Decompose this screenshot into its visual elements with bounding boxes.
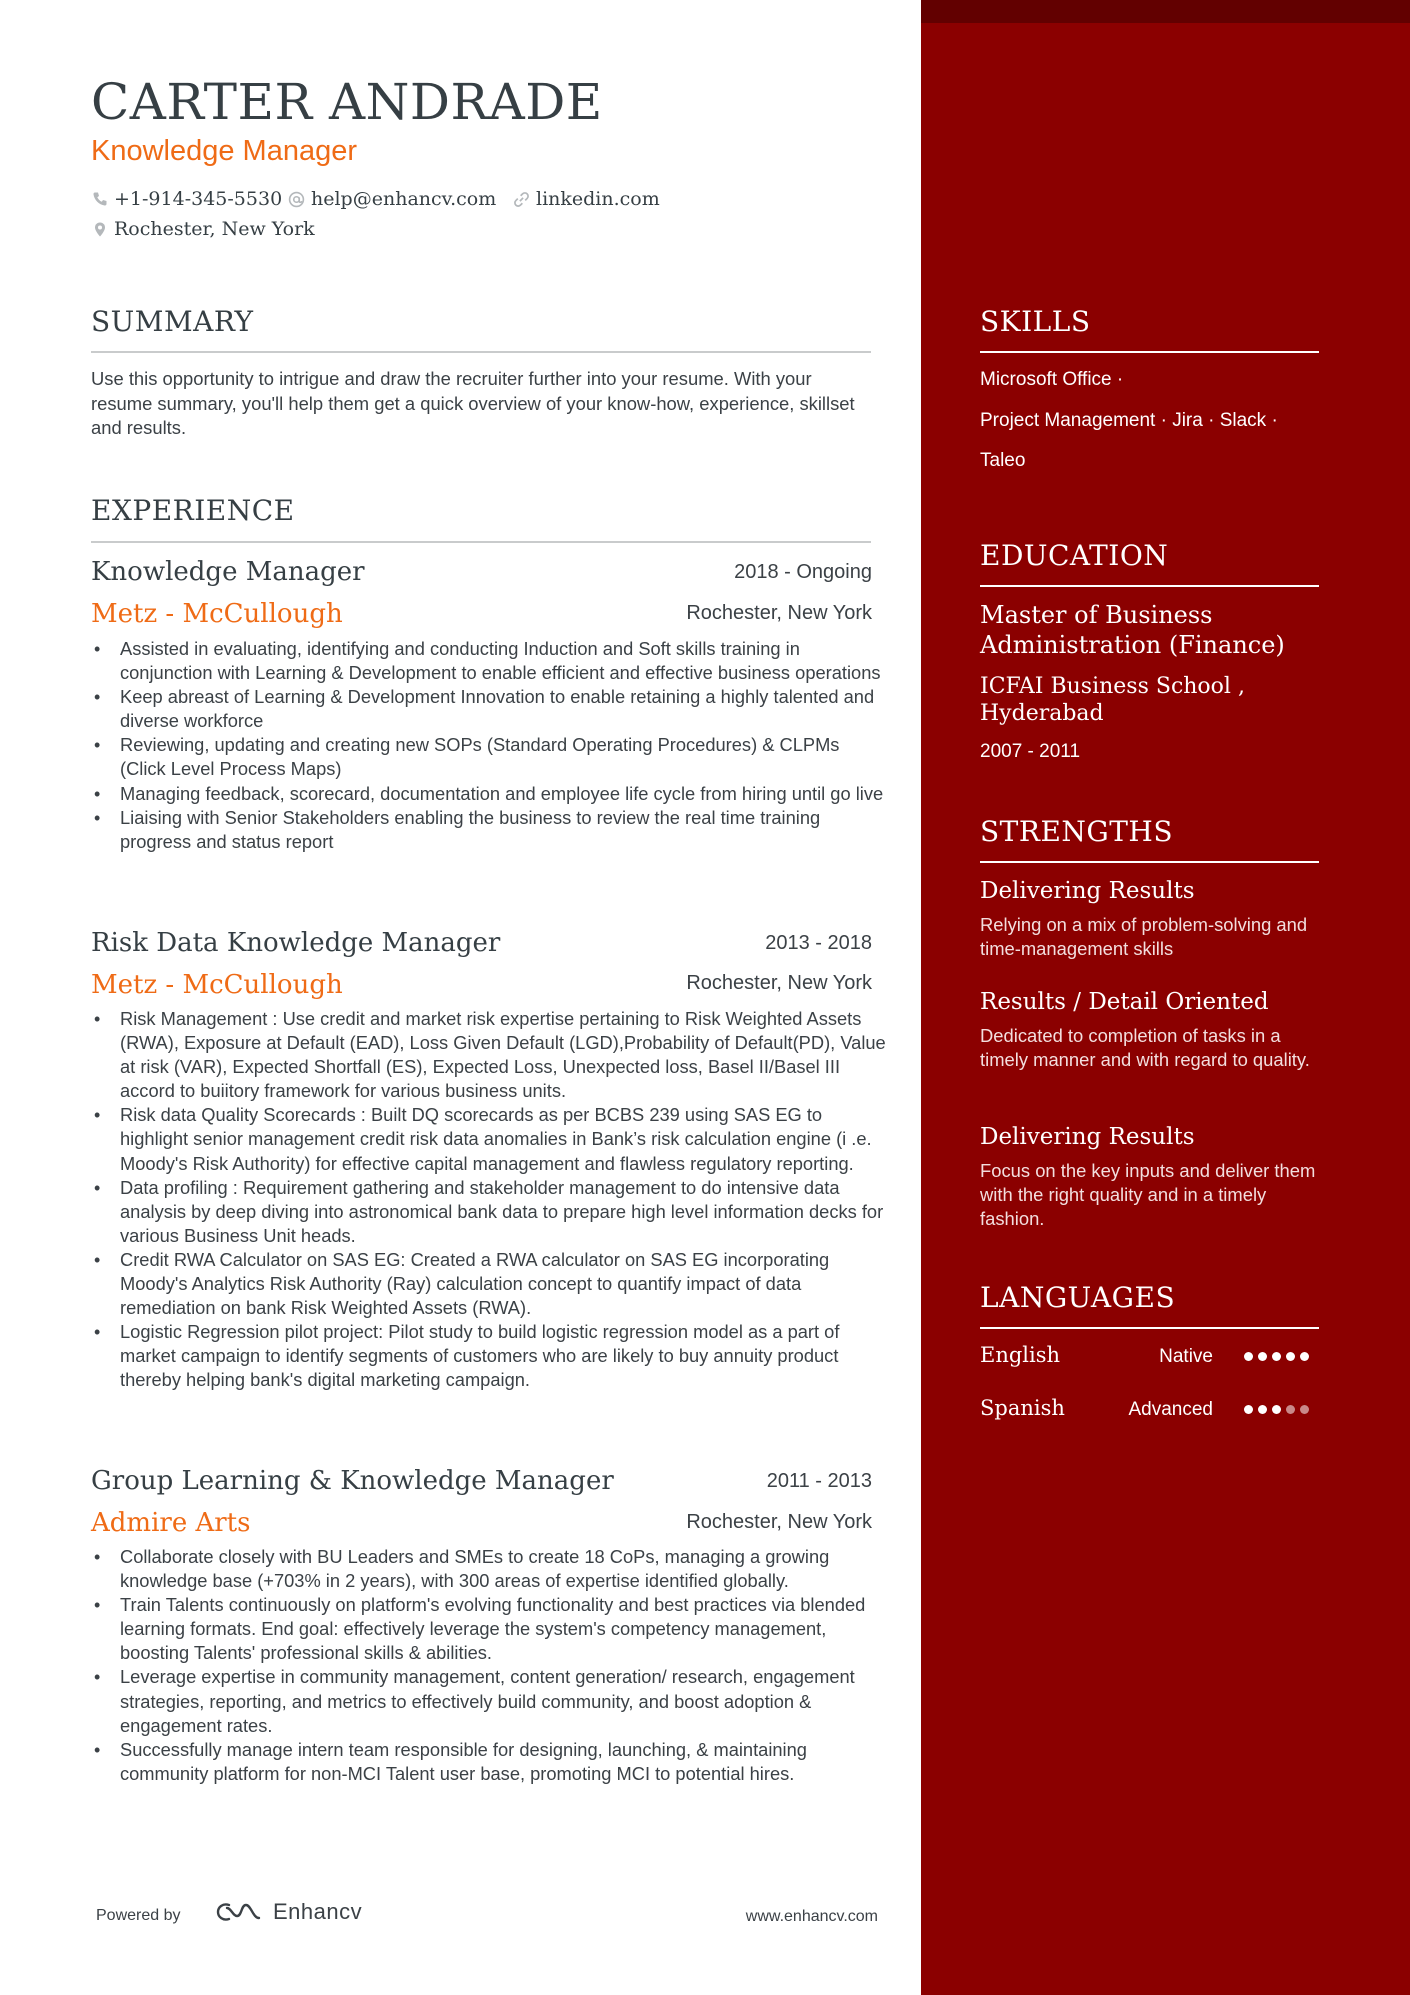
job-title: Knowledge Manager <box>91 557 365 587</box>
summary-text: Use this opportunity to intrigue and draw the recruiter further into your resume. With your resume summary, you'll help them get a quick overview of your know-how, experience, skillset and results. <box>91 368 855 438</box>
job-bullet: • Leverage expertise in community management, content generation/ research, engagement strategies, reporting, and metrics to effectively build community, and boost adoption & engagement rates. <box>91 1665 886 1737</box>
job-bullet: • Risk data Quality Scorecards : Built DQ scorecards as per BCBS 239 using SAS EG to highlight senior management credit risk data anomalies in Bank’s risk calculation engine (i .e. Moody's Risk Authority) for effective capital management and flawless regulatory reporting. <box>91 1103 886 1175</box>
location-text: Rochester, New York <box>114 218 315 240</box>
rating-dot-filled <box>1272 1405 1281 1414</box>
skill-line: Taleo <box>980 450 1026 471</box>
job-title: Group Learning & Knowledge Manager <box>91 1466 614 1496</box>
job-bullet: • Data profiling : Requirement gathering and stakeholder management to do intensive data analysis by deep diving into astronomical bank data to prepare high level information decks for various Business Unit heads. <box>91 1176 886 1248</box>
skill-line: Microsoft Office · <box>980 369 1124 390</box>
strength-title: Delivering Results <box>980 1124 1195 1150</box>
contact-location <box>92 216 315 242</box>
summary-divider <box>91 351 871 353</box>
language-name: English <box>980 1343 1061 1367</box>
link-icon <box>513 191 530 208</box>
enhancv-logo[interactable] <box>215 1899 362 1925</box>
enhancv-logo-icon <box>215 1900 263 1924</box>
language-level: Advanced <box>1128 1399 1213 1420</box>
strength-title: Results / Detail Oriented <box>980 989 1269 1015</box>
job-bullet: • Liaising with Senior Stakeholders enabling the business to review the real time training progress and status report <box>91 806 886 854</box>
experience-heading: EXPERIENCE <box>91 494 295 527</box>
education-divider <box>980 585 1319 587</box>
education-degree: Master of Business Administration (Finance) <box>980 601 1285 659</box>
rating-dot-filled <box>1244 1405 1253 1414</box>
job-bullet: • Risk Management : Use credit and market risk expertise pertaining to Risk Weighted Assets (RWA), Exposure at Default (EAD), Loss Given Default (LGD),Probability of Default(PD), Value at risk (VAR), Expected Shortfall (ES), Expected Loss, Unexpected loss, Basel II/Basel III accord to buiitory framework for various business units. <box>91 1007 886 1103</box>
skill-line: Project Management · Jira · Slack · <box>980 410 1278 431</box>
strength-title: Delivering Results <box>980 878 1195 904</box>
enhancv-brand-text: Enhancv <box>273 1899 363 1924</box>
strength-description: Dedicated to completion of tasks in a timely manner and with regard to quality. <box>980 1025 1310 1070</box>
contact-phone[interactable] <box>92 186 282 212</box>
job-dates: 2018 - Ongoing <box>734 561 872 583</box>
summary-heading: SUMMARY <box>91 305 254 338</box>
language-rating <box>1244 1405 1309 1414</box>
education-school: ICFAI Business School , Hyderabad <box>980 674 1245 726</box>
job-title: Risk Data Knowledge Manager <box>91 928 501 958</box>
candidate-name: CARTER ANDRADE <box>91 73 603 131</box>
email-text: help@enhancv.com <box>311 188 497 210</box>
footer-website[interactable]: www.enhancv.com <box>745 1908 878 1925</box>
job-bullet: • Assisted in evaluating, identifying and conducting Induction and Soft skills training in conjunction with Learning & Development to enable efficient and effective business operations <box>91 637 886 685</box>
job-bullet: • Collaborate closely with BU Leaders and SMEs to create 18 CoPs, managing a growing knowledge base (+703% in 2 years), with 300 areas of expertise identified globally. <box>91 1545 886 1593</box>
strengths-divider <box>980 861 1319 863</box>
language-rating <box>1244 1352 1309 1361</box>
strength-description: Relying on a mix of problem-solving and time-management skills <box>980 914 1308 959</box>
phone-text: +1-914-345-5530 <box>114 188 283 210</box>
candidate-title: Knowledge Manager <box>91 135 358 167</box>
job-dates: 2013 - 2018 <box>765 932 872 954</box>
linkedin-text: linkedin.com <box>536 188 660 210</box>
job-company: Admire Arts <box>91 1508 251 1538</box>
languages-heading: LANGUAGES <box>980 1281 1176 1314</box>
job-bullet: • Managing feedback, scorecard, documentation and employee life cycle from hiring until go live <box>91 782 886 806</box>
contact-email[interactable] <box>288 186 496 212</box>
job-bullet-list <box>91 1007 886 1393</box>
experience-divider <box>91 541 871 543</box>
job-company: Metz - McCullough <box>91 970 343 1000</box>
job-bullet: • Credit RWA Calculator on SAS EG: Created a RWA calculator on SAS EG incorporating Moody's Analytics Risk Authority (Ray) calculation concept to quantify impact of data remediation on bank Risk Weighted Assets (RWA). <box>91 1248 886 1320</box>
at-icon <box>288 191 305 208</box>
skills-divider <box>980 351 1319 353</box>
job-bullet: • Logistic Regression pilot project: Pilot study to build logistic regression model as a part of market campaign to identify segments of customers who are likely to buy annuity product thereby helping bank's digital marketing campaign. <box>91 1320 886 1392</box>
rating-dot-filled <box>1272 1352 1281 1361</box>
job-location: Rochester, New York <box>686 602 872 624</box>
rating-dot-filled <box>1244 1352 1253 1361</box>
languages-divider <box>980 1327 1319 1329</box>
job-dates: 2011 - 2013 <box>766 1470 872 1492</box>
job-bullet-list <box>91 1545 886 1786</box>
location-pin-icon <box>92 221 108 238</box>
job-location: Rochester, New York <box>686 1511 872 1533</box>
sidebar-top-bar <box>921 0 1410 23</box>
language-level: Native <box>1159 1346 1213 1367</box>
rating-dot-empty <box>1300 1405 1309 1414</box>
rating-dot-filled <box>1300 1352 1309 1361</box>
strengths-heading: STRENGTHS <box>980 815 1174 848</box>
rating-dot-empty <box>1286 1405 1295 1414</box>
phone-icon <box>92 191 108 207</box>
job-location: Rochester, New York <box>686 972 872 994</box>
powered-by-label: Powered by <box>96 1907 181 1924</box>
education-dates: 2007 - 2011 <box>980 741 1081 762</box>
job-bullet-list <box>91 637 886 854</box>
job-bullet: • Keep abreast of Learning & Development Innovation to enable retaining a highly talented and diverse workforce <box>91 685 886 733</box>
education-heading: EDUCATION <box>980 539 1169 572</box>
rating-dot-filled <box>1258 1352 1267 1361</box>
skills-heading: SKILLS <box>980 305 1091 338</box>
job-bullet: • Train Talents continuously on platform's evolving functionality and best practices via blended learning formats. End goal: effectively leverage the system's competency management, boosting Talents' professional skills & abilities. <box>91 1593 886 1665</box>
strength-description: Focus on the key inputs and deliver them with the right quality and in a timely fashion. <box>980 1160 1316 1229</box>
rating-dot-filled <box>1258 1405 1267 1414</box>
contact-linkedin[interactable] <box>513 186 660 212</box>
job-bullet: • Successfully manage intern team responsible for designing, launching, & maintaining community platform for non-MCI Talent user base, promoting MCI to potential hires. <box>91 1738 886 1786</box>
rating-dot-filled <box>1286 1352 1295 1361</box>
language-name: Spanish <box>980 1396 1065 1420</box>
job-company: Metz - McCullough <box>91 599 343 629</box>
job-bullet: • Reviewing, updating and creating new SOPs (Standard Operating Procedures) & CLPMs (Click Level Process Maps) <box>91 733 886 781</box>
